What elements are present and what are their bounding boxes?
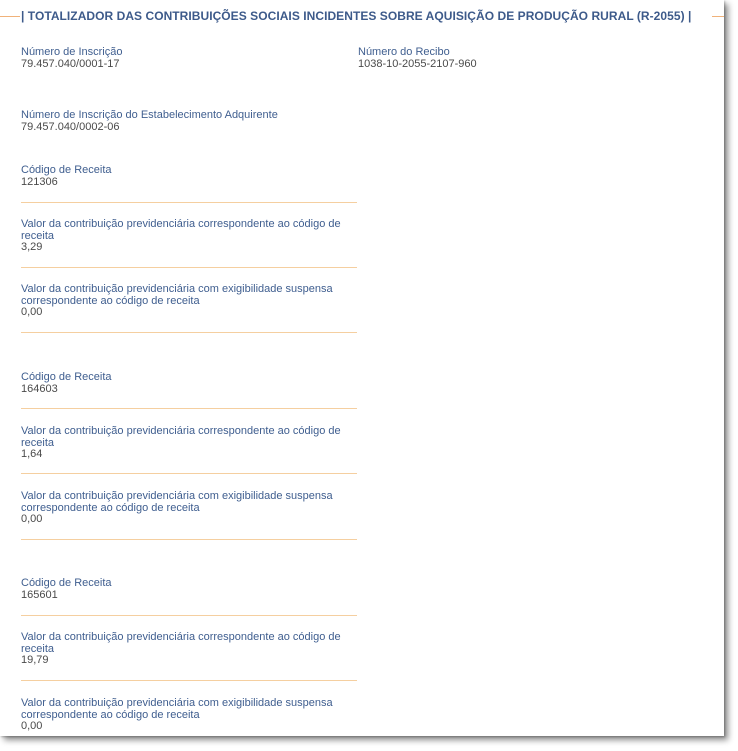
codigo-receita-label: Código de Receita <box>21 577 112 589</box>
codigo-receita-value: 165601 <box>21 588 58 601</box>
estabelecimento-field <box>21 110 421 133</box>
divider <box>21 539 357 540</box>
codigo-receita-field <box>21 578 357 601</box>
codigo-receita-field <box>21 165 357 188</box>
valor-contribuicao-value: 3,29 <box>21 241 43 253</box>
recibo-label: Número do Recibo <box>358 46 450 58</box>
valor-suspenso-field <box>21 284 357 319</box>
divider <box>21 267 357 268</box>
codigo-receita-value: 121306 <box>21 175 58 188</box>
section-title: | TOTALIZADOR DAS CONTRIBUIÇÕES SOCIAIS INCIDENTES SOBRE AQUISIÇÃO DE PRODUÇÃO RURAL (R-2055) | <box>21 9 692 23</box>
valor-contribuicao-value: 19,79 <box>21 654 49 666</box>
valor-contribuicao-field <box>21 219 357 254</box>
inscricao-value: 79.457.040/0001-17 <box>21 57 120 70</box>
valor-contribuicao-value: 1,64 <box>21 448 43 460</box>
divider <box>21 408 357 409</box>
divider <box>21 680 357 681</box>
valor-contribuicao-field <box>21 632 357 667</box>
valor-suspenso-label: Valor da contribuição previdenciária com exigibilidade suspensa correspondente ao código de receita <box>21 697 333 721</box>
valor-suspenso-label: Valor da contribuição previdenciária com exigibilidade suspensa correspondente ao código de receita <box>21 490 333 514</box>
section-header <box>0 8 724 24</box>
valor-suspenso-field <box>21 698 357 733</box>
valor-contribuicao-label: Valor da contribuição previdenciária correspondente ao código de receita <box>21 218 341 242</box>
valor-suspenso-value: 0,00 <box>21 720 43 732</box>
valor-suspenso-label: Valor da contribuição previdenciária com exigibilidade suspensa correspondente ao código de receita <box>21 283 333 307</box>
divider <box>21 615 357 616</box>
inscricao-field <box>21 47 357 70</box>
header-rule-right <box>712 16 724 17</box>
divider <box>21 202 357 203</box>
codigo-receita-label: Código de Receita <box>21 371 112 383</box>
estabelecimento-value: 79.457.040/0002-06 <box>21 120 120 133</box>
recibo-field <box>358 47 658 70</box>
valor-contribuicao-label: Valor da contribuição previdenciária correspondente ao código de receita <box>21 425 341 449</box>
valor-suspenso-value: 0,00 <box>21 306 43 318</box>
inscricao-label: Número de Inscrição <box>21 46 123 58</box>
codigo-receita-value: 164603 <box>21 382 58 395</box>
valor-contribuicao-label: Valor da contribuição previdenciária correspondente ao código de receita <box>21 631 341 655</box>
recibo-value: 1038-10-2055-2107-960 <box>358 57 477 70</box>
divider <box>21 473 357 474</box>
estabelecimento-label: Número de Inscrição do Estabelecimento Adquirente <box>21 109 278 121</box>
divider <box>21 332 357 333</box>
codigo-receita-label: Código de Receita <box>21 164 112 176</box>
header-rule-left <box>0 16 20 17</box>
valor-contribuicao-field <box>21 426 357 461</box>
codigo-receita-field <box>21 372 357 395</box>
valor-suspenso-value: 0,00 <box>21 513 43 525</box>
valor-suspenso-field <box>21 491 357 526</box>
